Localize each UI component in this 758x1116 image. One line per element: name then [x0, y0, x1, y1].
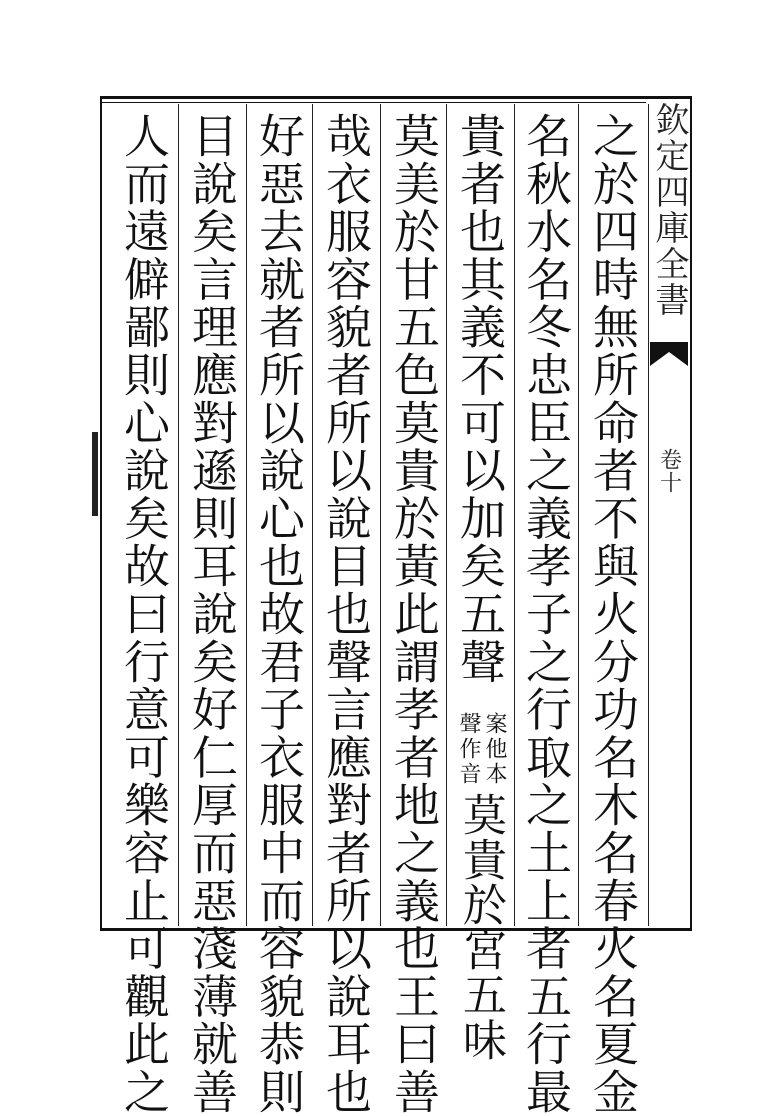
text-column-2: [518, 112, 574, 1116]
text-column-8: [116, 112, 172, 1116]
frame-top-inner-rule: [102, 102, 646, 103]
margin-strip-top-rule: [648, 96, 692, 99]
text-column-4: [386, 112, 442, 1116]
text-column-1: [585, 112, 641, 1116]
column-rule: [178, 104, 179, 926]
column-rule: [514, 104, 515, 926]
annotation-note-left: 聲作音: [456, 712, 481, 787]
column-rule: [246, 104, 247, 926]
annotation-note-right: 案他本: [482, 712, 507, 787]
frame-top-rule: [100, 96, 648, 99]
column-text: 目說矣言理應對遜則耳說矣好仁厚而惡淺薄就善: [185, 112, 239, 1116]
fishtail-mark-icon: [648, 340, 690, 368]
column-text: 名秋水名冬忠臣之義孝子之行取之土上者五行最: [519, 112, 573, 1116]
margin-book-title: [648, 102, 690, 318]
frame-left-rule: [100, 96, 102, 930]
column-rule: [578, 104, 579, 926]
column-text-tail: 莫貴於宮五味: [455, 792, 506, 1062]
margin-book-title-text: 欽定四庫全書: [649, 102, 689, 318]
text-column-3-annotated: [450, 112, 510, 1062]
text-column-7: [184, 112, 240, 1116]
margin-volume-text: 卷十: [656, 448, 682, 494]
binding-mark: [92, 432, 98, 516]
text-column-5: [318, 112, 374, 1116]
column-text: 哉衣服容貌者所以說目也聲言應對者所以說耳也: [319, 112, 373, 1116]
margin-volume: [648, 448, 690, 494]
column-text-main: 貴者也其義不可以加矣五聲: [453, 112, 507, 686]
frame-right-rule: [690, 98, 692, 928]
column-text: 好惡去就者所以說心也故君子衣服中而容貌恭則: [252, 112, 306, 1116]
text-column-6: [251, 112, 307, 1116]
column-text: 莫美於甘五色莫貴於黃此謂孝者地之義也王曰善: [387, 112, 441, 1116]
column-rule: [380, 104, 381, 926]
column-text: 之於四時無所命者不與火分功名木名春火名夏金: [586, 112, 640, 1116]
margin-strip-bottom-rule: [648, 928, 692, 931]
column-text: 人而遠僻鄙則心說矣故曰行意可樂容止可觀此之: [117, 112, 171, 1116]
column-rule: [446, 104, 447, 926]
column-rule: [312, 104, 313, 926]
